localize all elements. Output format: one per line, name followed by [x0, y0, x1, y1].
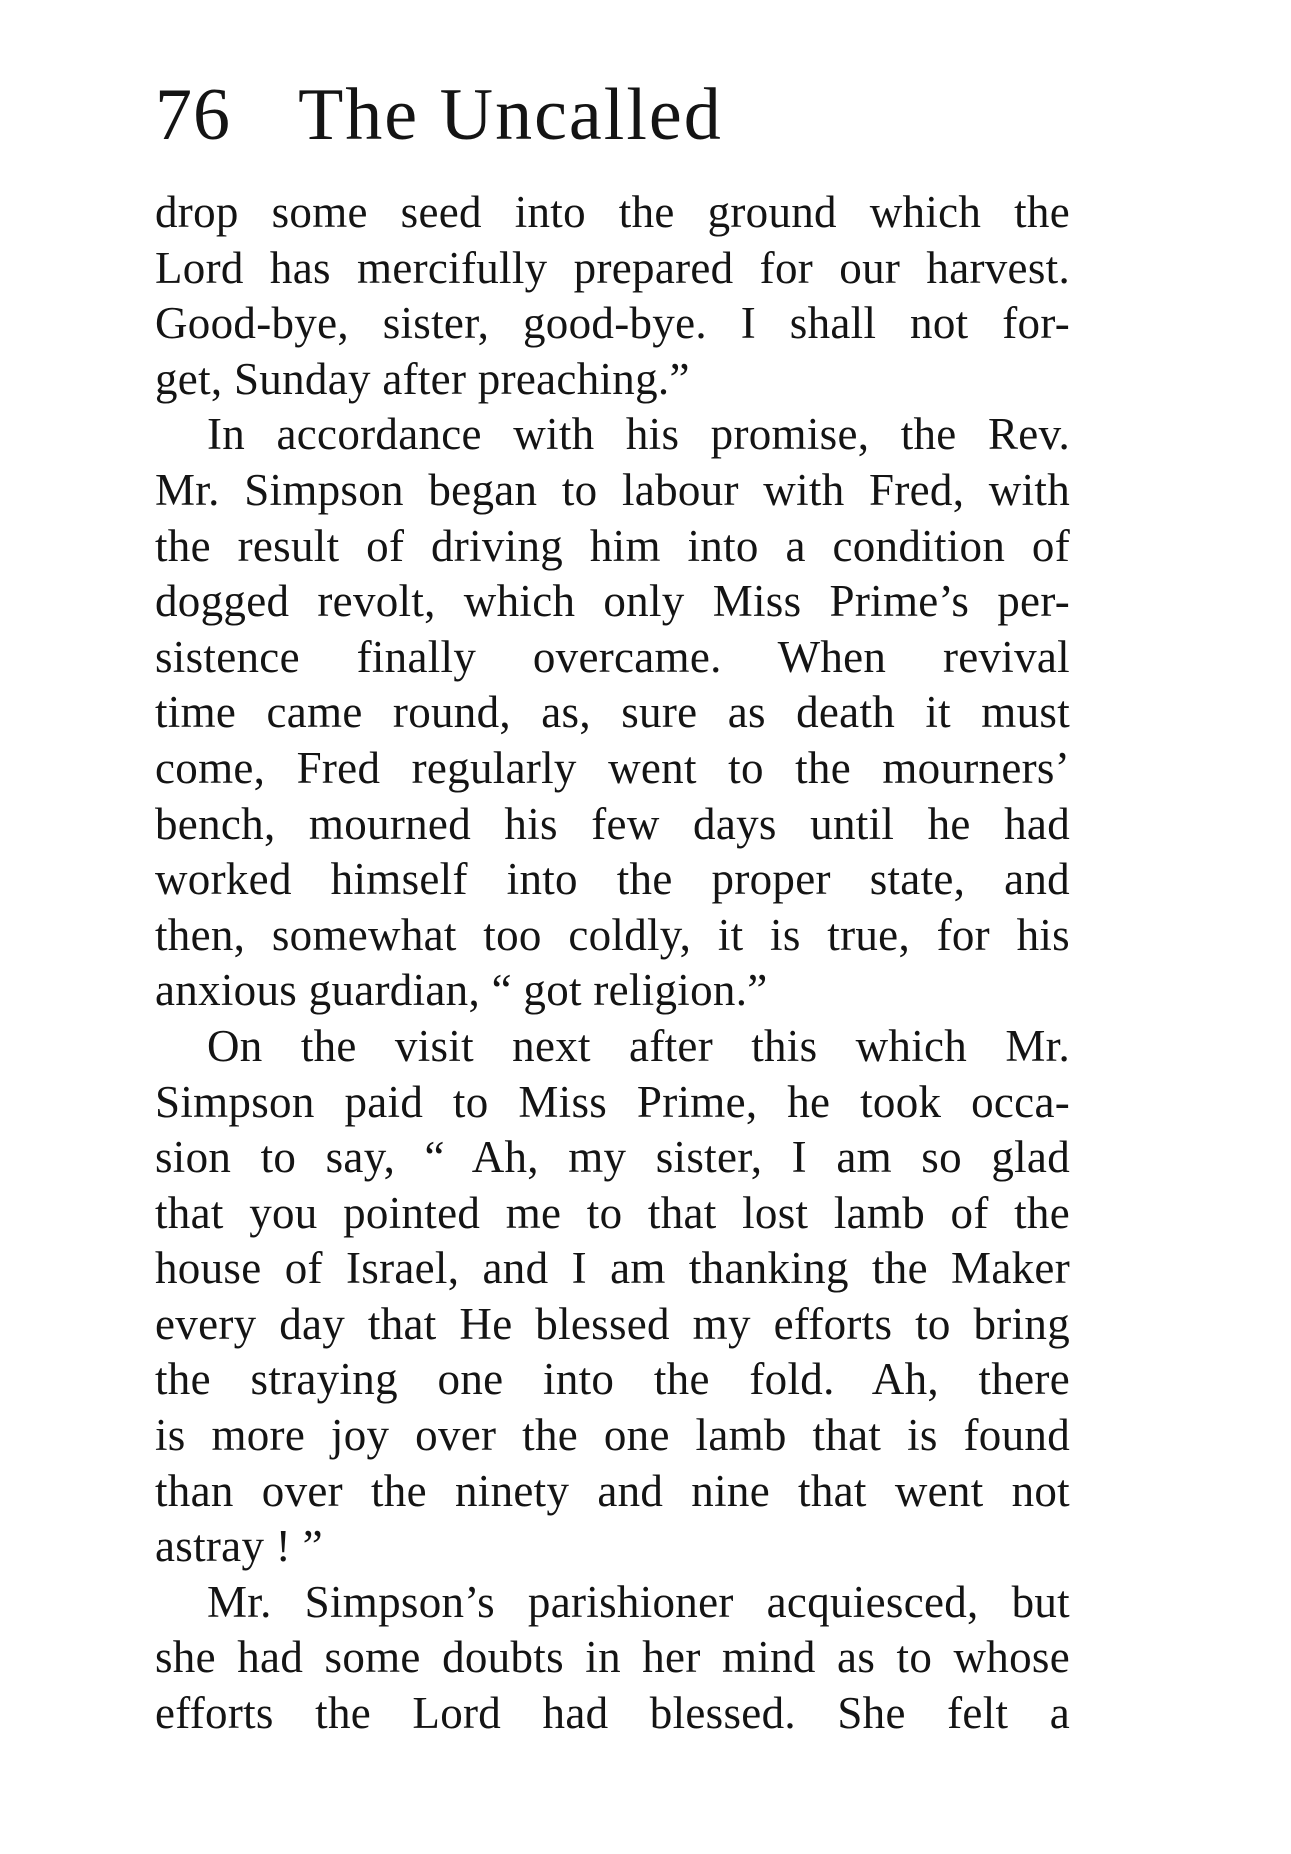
text-line: house of Israel, and I am thanking the Maker — [155, 1243, 1070, 1294]
page-header — [155, 70, 723, 160]
text-line: come, Fred regularly went to the mourners’ — [155, 742, 1070, 793]
text-line: On the visit next after this which Mr. — [207, 1020, 1070, 1071]
text-line: efforts the Lord had blessed. She felt a — [155, 1688, 1070, 1739]
text-line: astray ! ” — [155, 1521, 323, 1572]
text-line: sion to say, “ Ah, my sister, I am so glad — [155, 1132, 1070, 1183]
text-line: time came round, as, sure as death it must — [155, 687, 1070, 738]
text-line: Good-bye, sister, good-bye. I shall not for- — [155, 298, 1070, 349]
text-line: then, somewhat too coldly, it is true, for his — [155, 909, 1070, 960]
text-line: the straying one into the fold. Ah, there — [155, 1354, 1070, 1405]
text-line: drop some seed into the ground which the — [155, 187, 1070, 237]
text-line: Simpson paid to Miss Prime, he took occa- — [155, 1076, 1070, 1127]
text-line: bench, mourned his few days until he had — [155, 798, 1070, 849]
text-line: get, Sunday after preaching.” — [155, 353, 690, 404]
text-line: is more joy over the one lamb that is found — [155, 1410, 1070, 1461]
body-text — [155, 185, 1070, 1742]
text-line: the result of driving him into a condition of — [155, 520, 1070, 571]
text-line: Lord has mercifully prepared for our harvest. — [155, 242, 1070, 293]
text-line: that you pointed me to that lost lamb of the — [155, 1187, 1070, 1238]
running-title: The Uncalled — [298, 74, 723, 156]
text-line: In accordance with his promise, the Rev. — [207, 409, 1070, 460]
text-line: dogged revolt, which only Miss Prime’s per- — [155, 576, 1070, 627]
text-line: worked himself into the proper state, and — [155, 854, 1070, 905]
text-line: Mr. Simpson began to labour with Fred, with — [155, 464, 1070, 515]
page-number: 76 — [155, 74, 231, 156]
text-line: every day that He blessed my efforts to bring — [155, 1298, 1070, 1349]
text-line: Mr. Simpson’s parishioner acquiesced, but — [207, 1576, 1070, 1627]
text-line: than over the ninety and nine that went not — [155, 1465, 1070, 1516]
text-line: anxious guardian, “ got religion.” — [155, 965, 768, 1016]
text-line: sistence finally overcame. When revival — [155, 631, 1070, 682]
text-line: she had some doubts in her mind as to whose — [155, 1632, 1070, 1683]
